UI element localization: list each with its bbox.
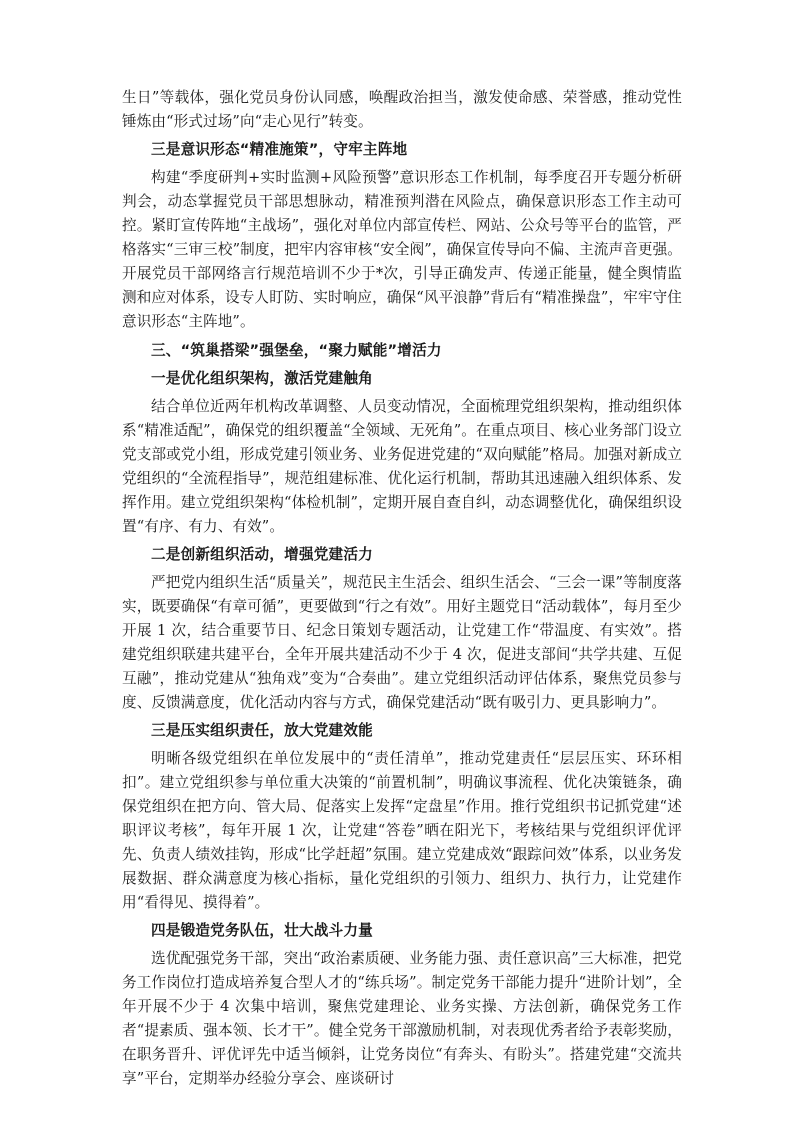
heading-optimize-structure: 一是优化组织架构，激活党建触角 [151,370,373,387]
paragraph-ideology-mechanism: 构建“季度研判+实时监测+风险预警”意识形态工作机制，每季度召开专题分析研判会，动态掌握党员干部思想脉动，精准预判潜在风险点，确保意识形态工作主动可控。紧盯宣传阵地“主战场”，强化对单位内部宣传栏、网站、公众号等平台的监管，严格落实“三审三校”制度，把牢内容审核“安全阀”，确保宣传导向不偏、主流声音更强。开展党员干部网络言行规范培训不少于*次，引导正确发声、传递正能量，健全舆情监测和应对体系，设专人盯防、实时响应，确保“风平浪静”背后有“精准操盘”，牢牢守住意识形态“主阵地”。 [122,169,682,330]
heading-party-team: 四是锻造党务队伍，壮大战斗力量 [151,922,373,939]
heading-ideology-precision: 三是意识形态“精准施策”，守牢主阵地 [151,141,408,158]
section-heading-three: 三、“筑巢搭梁”强堡垒，“聚力赋能”增活力 [151,342,442,359]
paragraph-party-team: 选优配强党务干部，突出“政治素质硬、业务能力强、责任意识高”三大标准，把党务工作岗位打造成培养复合型人才的“练兵场”。制定党务干部能力提升“进阶计划”，全年开展不少于 4 次集中培训，聚焦党建理论、业务实操、方法创新，确保党务工作者“提素质、强本领、长才干”。健全党务干部激励机制，对表现优秀者给予表彰奖励，在职务晋升、评优评先中适当倾斜，让党务岗位“有奔头、有盼头”。搭建党建“交流共享”平台，定期举办经验分享会、座谈研讨 [122,950,682,1087]
heading-responsibility: 三是压实组织责任，放大党建效能 [151,722,373,739]
document-page [122,86,682,1091]
paragraph-intro-continuation: 生日”等载体，强化党员身份认同感，唤醒政治担当，激发使命感、荣誉感，推动党性锤炼由“形式过场”向“走心见行”转变。 [122,89,682,130]
paragraph-optimize-structure: 结合单位近两年机构改革调整、人员变动情况，全面梳理党组织架构，推动组织体系“精准适配”，确保党的组织覆盖“全领域、无死角”。在重点项目、核心业务部门设立党支部或党小组，形成党建引领业务、业务促进党建的“双向赋能”格局。加强对新成立党组织的“全流程指导”，规范组建标准、优化运行机制，帮助其迅速融入组织体系、发挥作用。建立党组织架构“体检机制”，定期开展自查自纠，动态调整优化，确保组织设置“有序、有力、有效”。 [122,398,682,535]
paragraph-innovate-activities: 严把党内组织生活“质量关”，规范民主生活会、组织生活会、“三会一课”等制度落实，既要确保“有章可循”，更要做到“行之有效”。用好主题党日“活动载体”，每月至少开展 1 次，结合重要节日、纪念日策划专题活动，让党建工作“带温度、有实效”。搭建党组织联建共建平台，全年开展共建活动不少于 4 次，促进支部间“共学共建、互促互融”，推动党建从“独角戏”变为“合奏曲”。建立党组织活动评估体系，聚焦党员参与度、反馈满意度，优化活动内容与方式，确保党建活动“既有吸引力、更具影响力”。 [122,574,682,711]
heading-innovate-activities: 二是创新组织活动，增强党建活力 [151,546,373,563]
paragraph-responsibility: 明晰各级党组织在单位发展中的“责任清单”，推动党建责任“层层压实、环环相扣”。建立党组织参与单位重大决策的“前置机制”，明确议事流程、优化决策链条，确保党组织在把方向、管大局、促落实上发挥“定盘星”作用。推行党组织书记抓党建“述职评议考核”，每年开展 1 次，让党建“答卷”晒在阳光下，考核结果与党组织评优评先、负责人绩效挂钩，形成“比学赶超”氛围。建立党建成效“跟踪问效”体系，以业务发展数据、群众满意度为核心指标，量化党组织的引领力、组织力、执行力，让党建作用“看得见、摸得着”。 [122,750,682,911]
